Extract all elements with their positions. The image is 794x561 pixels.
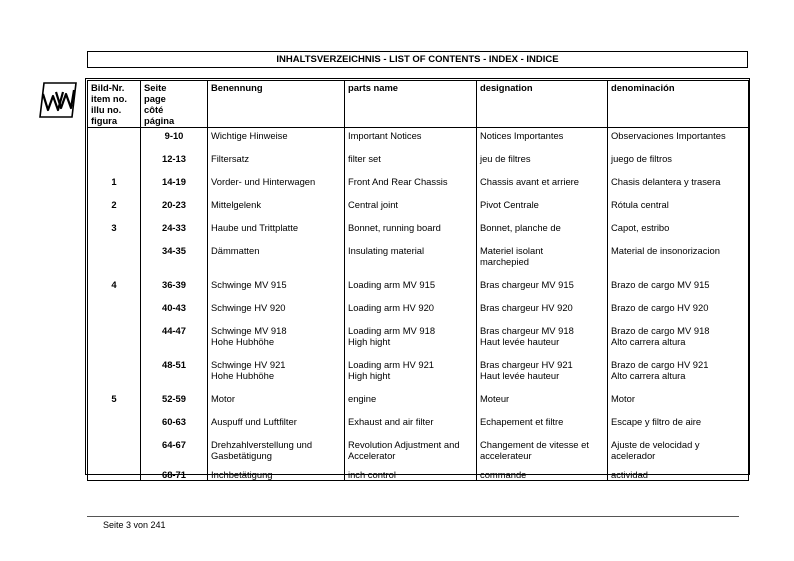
english-name-cell: [345, 347, 477, 381]
cell-line: Loading arm HV 920: [348, 302, 434, 313]
figure-number-cell: [88, 347, 141, 381]
cell-line: Alto carrera altura: [611, 336, 686, 347]
figure-number-cell: 3: [88, 210, 141, 233]
figure-number-cell: [88, 427, 141, 461]
cell-line: Brazo de cargo MV 915: [611, 279, 710, 290]
col-designation-header: [477, 81, 608, 128]
cell-line: Rótula central: [611, 199, 669, 210]
cell-line: Bras chargeur MV 915: [480, 279, 574, 290]
cell-line: Haut levée hauteur: [480, 336, 560, 347]
cell-line: Inchbetätigung: [211, 469, 273, 480]
cell-line: Pivot Centrale: [480, 199, 539, 210]
header-line: denominación: [611, 82, 675, 93]
page-range-cell: 52-59: [141, 381, 208, 404]
cell-line: Filtersatz: [211, 153, 250, 164]
cell-line: Loading arm MV 915: [348, 279, 436, 290]
header-line: item no.: [91, 93, 127, 104]
spanish-name-cell: [608, 313, 749, 347]
cell-line: Revolution Adjustment and: [348, 439, 460, 450]
figure-number-cell: [88, 290, 141, 313]
french-name-cell: [477, 347, 608, 381]
col-page-header: [141, 81, 208, 128]
header-line: Bild-Nr.: [91, 82, 125, 93]
cell-line: accelerateur: [480, 450, 532, 461]
table-row: [88, 427, 749, 461]
spanish-name-cell: [608, 461, 749, 481]
page-range-cell: 12-13: [141, 141, 208, 164]
cell-line: Bras chargeur HV 920: [480, 302, 573, 313]
table-row: [88, 128, 749, 142]
cell-line: Bonnet, running board: [348, 222, 441, 233]
page-number: Seite 3 von 241: [103, 520, 166, 530]
table-row: [88, 187, 749, 210]
figure-number-cell: [88, 313, 141, 347]
cell-line: Gasbetätigung: [211, 450, 272, 461]
german-name-cell: [208, 164, 345, 187]
english-name-cell: [345, 404, 477, 427]
footer-divider: [87, 516, 739, 517]
french-name-cell: [477, 141, 608, 164]
figure-number-cell: 2: [88, 187, 141, 210]
cell-line: Observaciones Importantes: [611, 130, 726, 141]
german-name-cell: [208, 210, 345, 233]
cell-line: High hight: [348, 336, 391, 347]
french-name-cell: [477, 381, 608, 404]
table-body: [88, 128, 749, 481]
german-name-cell: [208, 461, 345, 481]
header-line: Benennung: [211, 82, 263, 93]
french-name-cell: [477, 404, 608, 427]
page-range-cell: 64-67: [141, 427, 208, 461]
cell-line: Notices Importantes: [480, 130, 564, 141]
cell-line: Escape y filtro de aire: [611, 416, 702, 427]
german-name-cell: [208, 233, 345, 267]
cell-line: engine: [348, 393, 377, 404]
spanish-name-cell: [608, 381, 749, 404]
english-name-cell: [345, 313, 477, 347]
spanish-name-cell: [608, 233, 749, 267]
cell-line: Material de insonorizacion: [611, 245, 720, 256]
cell-line: Loading arm HV 921: [348, 359, 434, 370]
french-name-cell: [477, 128, 608, 142]
cell-line: Hohe Hubhöhe: [211, 336, 275, 347]
header-line: figura: [91, 115, 118, 126]
figure-number-cell: 1: [88, 164, 141, 187]
page-range-cell: 14-19: [141, 164, 208, 187]
page-range-cell: 68-71: [141, 461, 208, 481]
english-name-cell: [345, 210, 477, 233]
spanish-name-cell: [608, 347, 749, 381]
cell-line: Chassis avant et arriere: [480, 176, 580, 187]
table-row: [88, 347, 749, 381]
cell-line: Haut levée hauteur: [480, 370, 560, 381]
wm-logo-icon: [36, 80, 80, 120]
header-line: designation: [480, 82, 533, 93]
german-name-cell: [208, 347, 345, 381]
page-range-cell: 34-35: [141, 233, 208, 267]
col-denominacion-header: [608, 81, 749, 128]
header-row: [88, 81, 749, 128]
english-name-cell: [345, 164, 477, 187]
header-line: página: [144, 115, 175, 126]
spanish-name-cell: [608, 404, 749, 427]
cell-line: Loading arm MV 918: [348, 325, 436, 336]
cell-line: jeu de filtres: [480, 153, 531, 164]
cell-line: Schwinge MV 918: [211, 325, 287, 336]
col-figure-number-header: [88, 81, 141, 128]
cell-line: Capot, estribo: [611, 222, 670, 233]
cell-line: Front And Rear Chassis: [348, 176, 448, 187]
french-name-cell: [477, 290, 608, 313]
german-name-cell: [208, 128, 345, 142]
page-range-cell: 40-43: [141, 290, 208, 313]
figure-number-cell: [88, 404, 141, 427]
cell-line: Alto carrera altura: [611, 370, 686, 381]
cell-line: Insulating material: [348, 245, 425, 256]
cell-line: Brazo de cargo MV 918: [611, 325, 710, 336]
header-line: page: [144, 93, 166, 104]
german-name-cell: [208, 381, 345, 404]
figure-number-cell: [88, 141, 141, 164]
cell-line: Bonnet, planche de: [480, 222, 561, 233]
cell-line: filter set: [348, 153, 381, 164]
french-name-cell: [477, 313, 608, 347]
page-range-cell: 60-63: [141, 404, 208, 427]
cell-line: Dämmatten: [211, 245, 260, 256]
cell-line: Motor: [211, 393, 235, 404]
table-row: [88, 141, 749, 164]
english-name-cell: [345, 290, 477, 313]
header-line: côté: [144, 104, 164, 115]
cell-line: Haube und Trittplatte: [211, 222, 299, 233]
table-row: [88, 267, 749, 290]
cell-line: Bras chargeur HV 921: [480, 359, 573, 370]
french-name-cell: [477, 427, 608, 461]
cell-line: Materiel isolant: [480, 245, 544, 256]
french-name-cell: [477, 233, 608, 267]
cell-line: commande: [480, 469, 527, 480]
german-name-cell: [208, 427, 345, 461]
index-title: INHALTSVERZEICHNIS - LIST OF CONTENTS - INDEX - INDICE: [87, 51, 748, 68]
french-name-cell: [477, 210, 608, 233]
table-row: [88, 313, 749, 347]
french-name-cell: [477, 267, 608, 290]
german-name-cell: [208, 313, 345, 347]
french-name-cell: [477, 164, 608, 187]
table-row: [88, 461, 749, 481]
spanish-name-cell: [608, 267, 749, 290]
cell-line: actividad: [611, 469, 649, 480]
cell-line: Changement de vitesse et: [480, 439, 589, 450]
cell-line: Drehzahlverstellung und: [211, 439, 313, 450]
cell-line: Schwinge HV 920: [211, 302, 286, 313]
figure-number-cell: [88, 233, 141, 267]
cell-line: Exhaust and air filter: [348, 416, 434, 427]
header-line: illu no.: [91, 104, 122, 115]
cell-line: Chasis delantera y trasera: [611, 176, 721, 187]
cell-line: Brazo de cargo HV 920: [611, 302, 709, 313]
cell-line: Vorder- und Hinterwagen: [211, 176, 316, 187]
table-row: [88, 233, 749, 267]
table-row: [88, 290, 749, 313]
english-name-cell: [345, 381, 477, 404]
table-row: [88, 404, 749, 427]
cell-line: Bras chargeur MV 918: [480, 325, 574, 336]
german-name-cell: [208, 267, 345, 290]
page-range-cell: 36-39: [141, 267, 208, 290]
german-name-cell: [208, 141, 345, 164]
english-name-cell: [345, 141, 477, 164]
german-name-cell: [208, 187, 345, 210]
cell-line: Mittelgelenk: [211, 199, 262, 210]
page-range-cell: 48-51: [141, 347, 208, 381]
cell-line: Schwinge MV 915: [211, 279, 287, 290]
cell-line: Important Notices: [348, 130, 422, 141]
spanish-name-cell: [608, 290, 749, 313]
page-range-cell: 44-47: [141, 313, 208, 347]
cell-line: High hight: [348, 370, 391, 381]
french-name-cell: [477, 461, 608, 481]
english-name-cell: [345, 427, 477, 461]
cell-line: Auspuff und Luftfilter: [211, 416, 297, 427]
table-row: [88, 381, 749, 404]
cell-line: Schwinge HV 921: [211, 359, 286, 370]
cell-line: Wichtige Hinweise: [211, 130, 288, 141]
cell-line: juego de filtros: [611, 153, 672, 164]
english-name-cell: [345, 187, 477, 210]
english-name-cell: [345, 461, 477, 481]
german-name-cell: [208, 404, 345, 427]
cell-line: Moteur: [480, 393, 510, 404]
spanish-name-cell: [608, 427, 749, 461]
cell-line: Ajuste de velocidad y acelerador: [611, 439, 700, 461]
cell-line: Echapement et filtre: [480, 416, 564, 427]
page-range-cell: 9-10: [141, 128, 208, 142]
english-name-cell: [345, 128, 477, 142]
figure-number-cell: [88, 128, 141, 142]
col-parts-name-header: [345, 81, 477, 128]
table-row: [88, 210, 749, 233]
spanish-name-cell: [608, 210, 749, 233]
figure-number-cell: [88, 461, 141, 481]
header-line: parts name: [348, 82, 399, 93]
spanish-name-cell: [608, 164, 749, 187]
english-name-cell: [345, 267, 477, 290]
table-row: [88, 164, 749, 187]
cell-line: marchepied: [480, 256, 529, 267]
page-range-cell: 24-33: [141, 210, 208, 233]
header-line: Seite: [144, 82, 167, 93]
cell-line: Central joint: [348, 199, 399, 210]
german-name-cell: [208, 290, 345, 313]
figure-number-cell: 5: [88, 381, 141, 404]
cell-line: Hohe Hubhöhe: [211, 370, 275, 381]
cell-line: Accelerator: [348, 450, 396, 461]
col-benennung-header: [208, 81, 345, 128]
spanish-name-cell: [608, 141, 749, 164]
contents-table: [87, 80, 749, 481]
french-name-cell: [477, 187, 608, 210]
page-range-cell: 20-23: [141, 187, 208, 210]
cell-line: Motor: [611, 393, 635, 404]
english-name-cell: [345, 233, 477, 267]
spanish-name-cell: [608, 128, 749, 142]
cell-line: inch control: [348, 469, 396, 480]
spanish-name-cell: [608, 187, 749, 210]
cell-line: Brazo de cargo HV 921: [611, 359, 709, 370]
figure-number-cell: 4: [88, 267, 141, 290]
